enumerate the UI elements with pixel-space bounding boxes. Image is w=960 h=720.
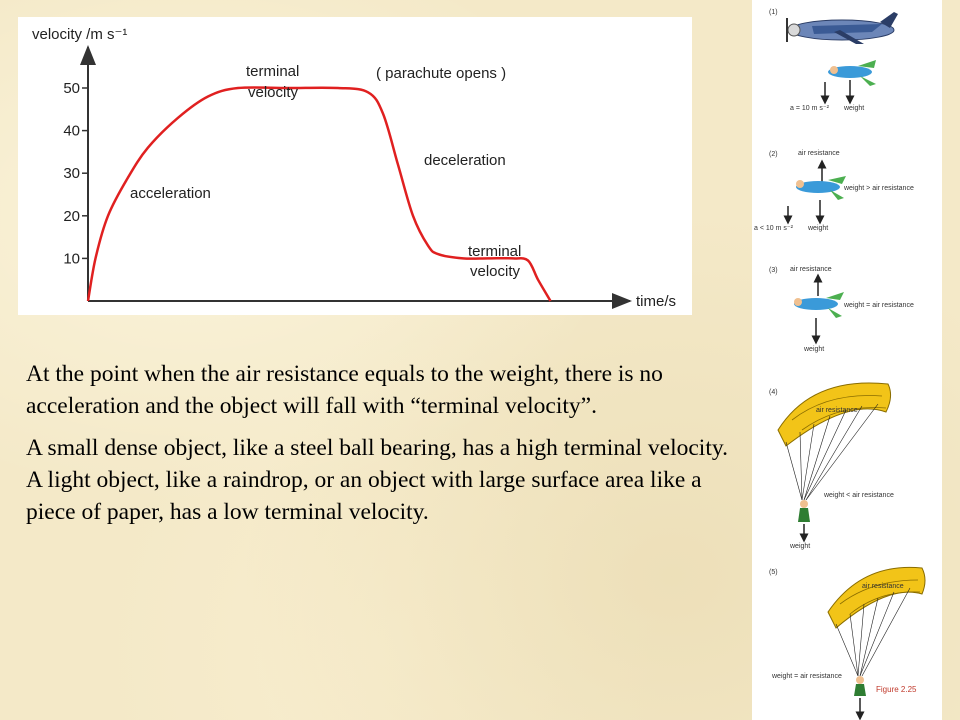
step2-weight-label: weight bbox=[808, 225, 829, 232]
paragraph-examples: A small dense object, like a steel ball bearing, has a high terminal velocity. A light object, like a raindrop, or an object with large surface area like a piece of paper, has a low terminal velocity. bbox=[26, 435, 728, 525]
annotation-terminal-velocity-2-line2: velocity bbox=[470, 263, 521, 280]
step5-air-resistance-label: air resistance bbox=[862, 583, 904, 590]
velocity-time-chart bbox=[18, 17, 692, 315]
step4-comparison-label: weight < air resistance bbox=[824, 492, 894, 499]
y-tick-label-10: 10 bbox=[63, 250, 80, 268]
step1-acceleration-label: a = 10 m s⁻² bbox=[790, 105, 829, 112]
explanation-text bbox=[26, 358, 732, 538]
parachute-icon-1 bbox=[778, 383, 891, 522]
annotation-parachute-opens: ( parachute opens ) bbox=[376, 65, 507, 82]
step3-label: (3) bbox=[769, 267, 778, 274]
step4-label: (4) bbox=[769, 389, 778, 396]
annotation-acceleration: acceleration bbox=[130, 185, 211, 202]
step5-comparison-label: weight = air resistance bbox=[772, 673, 842, 680]
figure-label: Figure 2.25 bbox=[876, 685, 917, 694]
velocity-time-graph bbox=[18, 17, 692, 315]
step3-comparison-label: weight = air resistance bbox=[844, 302, 914, 309]
step4-weight-label: weight bbox=[790, 543, 811, 550]
airplane-icon bbox=[786, 12, 898, 44]
annotation-terminal-velocity-1-line2: velocity bbox=[248, 84, 299, 101]
y-tick-label-40: 40 bbox=[63, 122, 80, 140]
y-axis-title: velocity /m s⁻¹ bbox=[32, 26, 128, 43]
skydiver-icon-1 bbox=[828, 60, 876, 86]
annotation-deceleration: deceleration bbox=[424, 152, 506, 169]
skydiver-icon-3 bbox=[794, 292, 844, 318]
step5-label: (5) bbox=[769, 569, 778, 576]
step2-air-resistance-label: air resistance bbox=[798, 150, 840, 157]
step4-air-resistance-label: air resistance bbox=[816, 407, 858, 414]
step1-weight-label: weight bbox=[844, 105, 865, 112]
skydiver-diagram-svg bbox=[752, 0, 942, 720]
annotation-terminal-velocity-2-line1: terminal bbox=[468, 243, 522, 260]
y-tick-label-50: 50 bbox=[63, 80, 80, 97]
y-tick-label-30: 30 bbox=[63, 165, 80, 183]
step2-comparison-label: weight > air resistance bbox=[844, 185, 914, 192]
step1-label: (1) bbox=[769, 9, 778, 16]
annotation-terminal-velocity-1-line1: terminal bbox=[246, 63, 300, 80]
skydiver-diagram bbox=[752, 0, 942, 720]
step2-acceleration-label: a < 10 m s⁻² bbox=[754, 225, 793, 232]
paragraph-terminal-velocity: At the point when the air resistance equals to the weight, there is no acceleration and the object will fall with “terminal velocity”. bbox=[26, 361, 663, 419]
x-axis-title: time/s bbox=[636, 293, 677, 310]
skydiver-icon-2 bbox=[796, 176, 846, 200]
y-tick-label-20: 20 bbox=[63, 207, 80, 225]
step2-label: (2) bbox=[769, 151, 778, 158]
step3-weight-label: weight bbox=[804, 346, 825, 353]
step3-air-resistance-label: air resistance bbox=[790, 266, 832, 273]
